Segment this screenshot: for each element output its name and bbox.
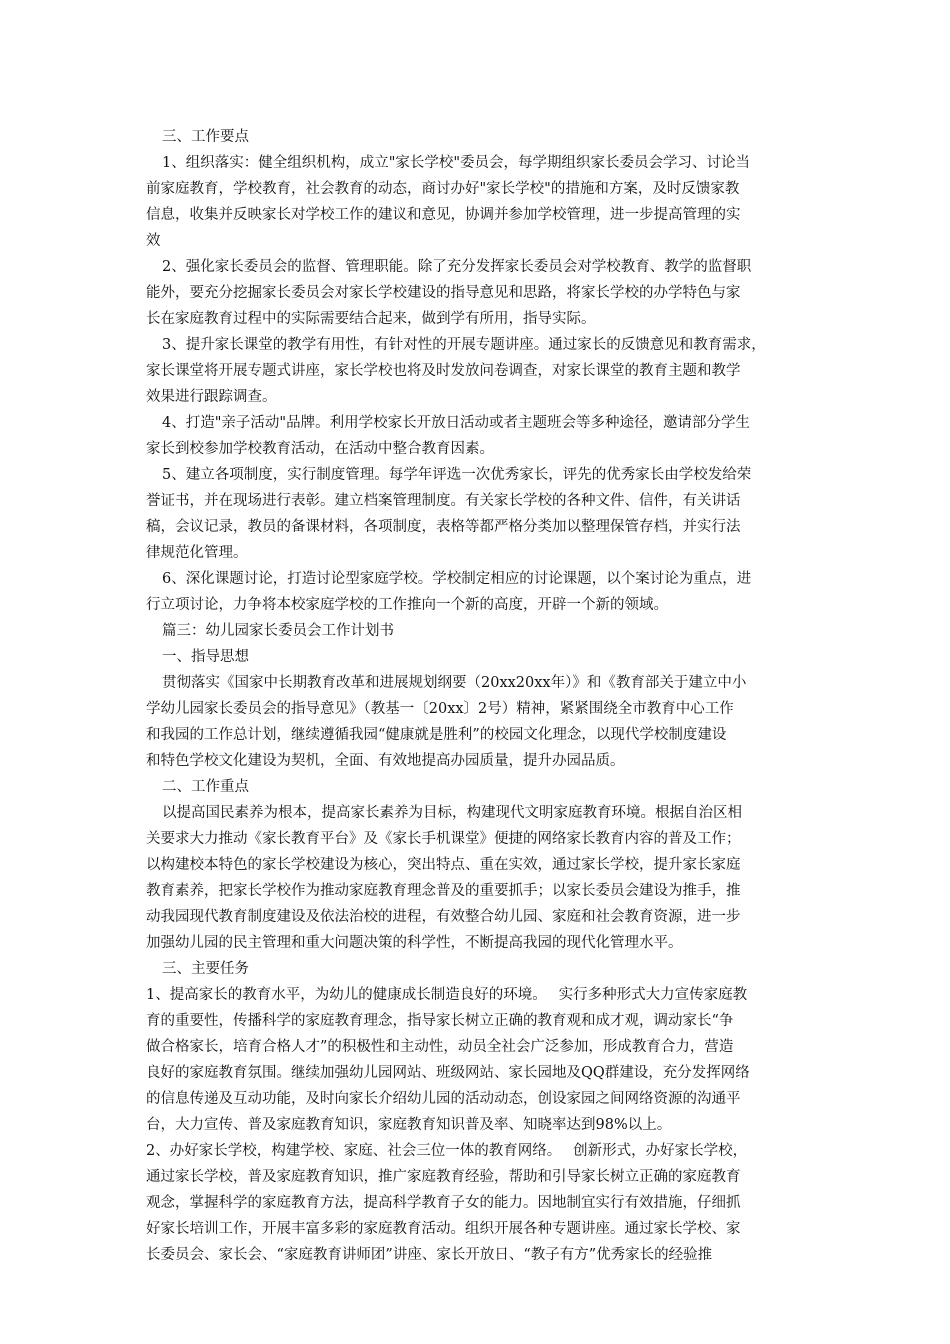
paragraph-line: 以构建校本特色的家长学校建设为核心，突出特点、重在实效，通过家长学校，提升家长家庭 <box>146 857 741 873</box>
paragraph-line: 以提高国民素养为根本，提高家长素养为目标，构建现代文明家庭教育环境。根据自治区相 <box>162 805 742 821</box>
paragraph-line: 贯彻落实《国家中长期教育改革和进展规划纲要（20xx20xx年）》和《教育部关于建立中小 <box>162 675 747 691</box>
section-heading-main-tasks: 三、主要任务 <box>162 961 249 977</box>
paragraph-line: 做合格家长，培育合格人才”的积极性和主动性，动员全社会广泛参加，形成教育合力，营造 <box>146 1039 734 1055</box>
paragraph-line: 5、建立各项制度，实行制度管理。每学年评选一次优秀家长，评先的优秀家长由学校发给荣 <box>162 467 752 483</box>
paragraph-line: 誉证书，并在现场进行表彰。建立档案管理制度。有关家长学校的各种文件、信件，有关讲话 <box>146 493 741 509</box>
article-title: 篇三：幼儿园家长委员会工作计划书 <box>162 623 394 639</box>
section-heading-work-focus: 二、工作重点 <box>162 779 249 795</box>
paragraph-line: 4、打造"亲子活动"品牌。利用学校家长开放日活动或者主题班会等多种途径，邀请部分学生 <box>162 415 751 431</box>
paragraph-line: 动我园现代教育制度建设及依法治校的进程，有效整合幼儿园、家庭和社会教育资源，进一步 <box>146 909 741 925</box>
paragraph-line: 家长到校参加学校教育活动，在活动中整合教育因素。 <box>146 441 494 457</box>
paragraph-line: 3、提升家长课堂的教学有用性，有针对性的开展专题讲座。通过家长的反馈意见和教育需求， <box>162 337 766 353</box>
paragraph-line: 家长课堂将开展专题式讲座，家长学校也将及时发放问卷调查，对家长课堂的教育主题和教学 <box>146 363 741 379</box>
paragraph-line: 长委员会、家长会、“家庭教育讲师团”讲座、家长开放日、“教子有方”优秀家长的经验推 <box>146 1247 713 1263</box>
paragraph-line: 育的重要性，传播科学的家庭教育理念，指导家长树立正确的教育观和成才观，调动家长“争 <box>146 1013 734 1029</box>
paragraph-line: 信息，收集并反映家长对学校工作的建议和意见，协调并参加学校管理，进一步提高管理的实 <box>146 207 741 223</box>
section-heading-work-points: 三、工作要点 <box>162 129 249 145</box>
paragraph-line: 学幼儿园家长委员会的指导意见》（教基一〔20xx〕2号）精神，紧紧围绕全市教育中心工作 <box>146 701 734 717</box>
paragraph-line: 律规范化管理。 <box>146 545 248 561</box>
paragraph-line: 2、办好家长学校，构建学校、家庭、社会三位一体的教育网络。 创新形式，办好家长学校， <box>146 1143 748 1159</box>
paragraph-line: 观念，掌握科学的家庭教育方法，提高科学教育子女的能力。因地制宜实行有效措施，仔细抓 <box>146 1195 741 1211</box>
paragraph-line: 前家庭教育，学校教育，社会教育的动态，商讨办好"家长学校"的措施和方案，及时反馈家教 <box>146 181 740 197</box>
paragraph-line: 行立项讨论，力争将本校家庭学校的工作推向一个新的高度，开辟一个新的领域。 <box>146 597 668 613</box>
paragraph-line: 1、提高家长的教育水平，为幼儿的健康成长制造良好的环境。 实行多种形式大力宣传家庭教 <box>146 987 748 1003</box>
section-heading-guiding-ideology: 一、指导思想 <box>162 649 249 665</box>
paragraph-line: 稿，会议记录，教员的备课材料，各项制度，表格等都严格分类加以整理保管存档，并实行法 <box>146 519 741 535</box>
paragraph-line: 2、强化家长委员会的监督、管理职能。除了充分发挥家长委员会对学校教育、教学的监督职 <box>162 259 752 275</box>
paragraph-line: 的信息传递及互动功能，及时向家长介绍幼儿园的活动动态，创设家园之间网络资源的沟通平 <box>146 1091 741 1107</box>
paragraph-line: 加强幼儿园的民主管理和重大问题决策的科学性，不断提高我园的现代化管理水平。 <box>146 935 683 951</box>
paragraph-line: 和我园的工作总计划，继续遵循我园“健康就是胜利”的校园文化理念，以现代学校制度建设 <box>146 727 727 743</box>
paragraph-line: 能外，要充分挖掘家长委员会对家长学校建设的指导意见和思路，将家长学校的办学特色与家 <box>146 285 741 301</box>
paragraph-line: 1、组织落实：健全组织机构，成立"家长学校"委员会，每学期组织家长委员会学习、讨论当 <box>162 155 751 171</box>
paragraph-line: 通过家长学校，普及家庭教育知识，推广家庭教育经验，帮助和引导家长树立正确的家庭教育 <box>146 1169 741 1185</box>
paragraph-line: 台，大力宣传、普及家庭教育知识，家庭教育知识普及率、知晓率达到98%以上。 <box>146 1117 672 1133</box>
paragraph-line: 良好的家庭教育氛围。继续加强幼儿园网站、班级网站、家长园地及QQ群建设，充分发挥网络 <box>146 1065 750 1081</box>
paragraph-line: 效果进行跟踪调查。 <box>146 389 277 405</box>
paragraph-line: 和特色学校文化建设为契机，全面、有效地提高办园质量，提升办园品质。 <box>146 753 625 769</box>
paragraph-line: 关要求大力推动《家长教育平台》及《家长手机课堂》便捷的网络家长教育内容的普及工作； <box>146 831 741 847</box>
paragraph-line: 6、深化课题讨论，打造讨论型家庭学校。学校制定相应的讨论课题，以个案讨论为重点，进 <box>162 571 752 587</box>
paragraph-line: 效 <box>146 233 161 249</box>
paragraph-line: 长在家庭教育过程中的实际需要结合起来，做到学有所用，指导实际。 <box>146 311 596 327</box>
paragraph-line: 好家长培训工作，开展丰富多彩的家庭教育活动。组织开展各种专题讲座。通过家长学校、家 <box>146 1221 741 1237</box>
paragraph-line: 教育素养，把家长学校作为推动家庭教育理念普及的重要抓手；以家长委员会建设为推手，推 <box>146 883 741 899</box>
